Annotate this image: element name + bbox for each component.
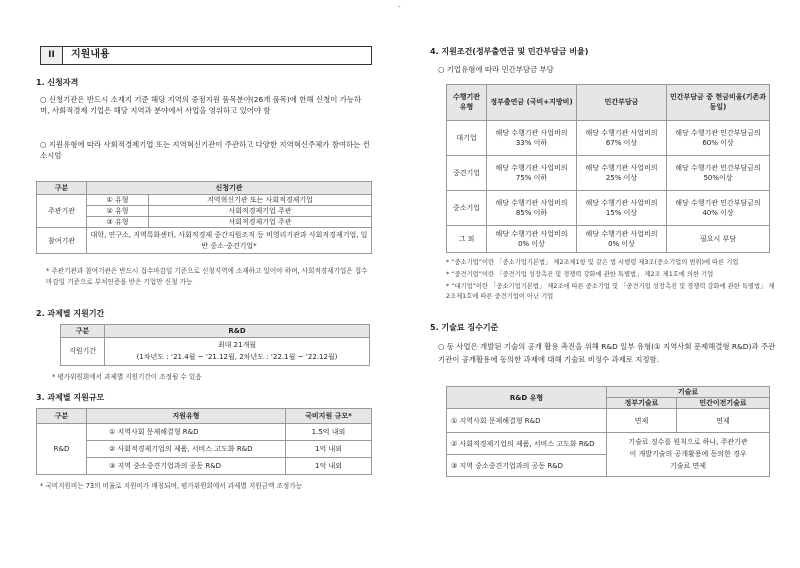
col-header: 구분 bbox=[37, 182, 87, 195]
row-label-participant: 참여기관 bbox=[37, 228, 87, 254]
gov-ratio: 해당 수행기관 사업비의 0% 이상 bbox=[487, 226, 577, 253]
conditions-note-1: * “중소기업”이란 「중소기업기본법」 제2조제1항 및 같은 법 시행령 제3조(중소기업의 범위)에 따른 기업 bbox=[446, 259, 739, 266]
col-header: 기술료 bbox=[607, 387, 770, 398]
eligibility-table bbox=[36, 181, 372, 254]
scale-value: 1억 내외 bbox=[286, 441, 372, 458]
eligibility-paragraph-1: ○ 신청기관은 반드시 소재지 기준 해당 지역의 중점지원 품목분야(26개 품목)에 한해 신청이 가능하며, 사회적경제 기업은 해당 지역과 분야에서 사업을 영위하고 있어야 함 bbox=[40, 95, 362, 116]
col-header: 신청기관 bbox=[87, 182, 372, 195]
period-max: 최대 21개월 bbox=[217, 341, 257, 350]
period-detail: (1차년도 : ‘21.4월 ~ ’21.12월, 2차년도 : ‘22.1월 ~ ’22.12월) bbox=[136, 352, 338, 361]
org-type: 중견기업 bbox=[447, 156, 487, 191]
cash-ratio: 해당 수행기관 민간부담금의 40% 이상 bbox=[667, 191, 770, 226]
section-header bbox=[40, 46, 372, 65]
conditions-subtitle: ○ 기업유형에 따라 민간부담금 부담 bbox=[438, 65, 554, 74]
eligibility-paragraph-2: ○ 지원유형에 따라 사회적경제기업 또는 지역혁신기관이 주관하고 다양한 지역혁신주체가 참여하는 컨소시엄 bbox=[40, 140, 370, 161]
section-title: 지원내용 bbox=[71, 49, 110, 61]
private-ratio: 해당 수행기관 사업비의 25% 이상 bbox=[577, 156, 667, 191]
type-cell: ③ 유형 bbox=[87, 217, 149, 228]
org-type: 중소기업 bbox=[447, 191, 487, 226]
col-header: 구분 bbox=[61, 325, 105, 338]
heading-royalty: 5. 기술료 징수기준 bbox=[430, 323, 499, 332]
royalty-type: ② 사회적경제기업의 제품, 서비스 고도화 R&D bbox=[447, 433, 607, 455]
left-column bbox=[30, 0, 375, 568]
col-header: 정부출연금 (국비+지방비) bbox=[487, 85, 577, 121]
heading-conditions: 4. 지원조건(정부출연금 및 민간부담금 비율) bbox=[430, 47, 589, 56]
col-header: 지원유형 bbox=[87, 409, 286, 424]
gov-ratio: 해당 수행기관 사업비의 75% 이하 bbox=[487, 156, 577, 191]
gov-ratio: 해당 수행기관 사업비의 85% 이하 bbox=[487, 191, 577, 226]
scale-value: 1.5억 내외 bbox=[286, 424, 372, 441]
right-column bbox=[426, 0, 778, 568]
royalty-type: ① 지역사회 문제해결형 R&D bbox=[447, 409, 607, 433]
org-type: 그 외 bbox=[447, 226, 487, 253]
eligibility-note: * 주관기관과 참여기관은 반드시 접수마감일 기준으로 신청지역에 소재하고 있어야 하며, 사회적경제기업은 접수마감일 기준으로 부처인증을 받은 기업만 신청 가능 bbox=[46, 267, 368, 286]
type-cell: ② 유형 bbox=[87, 206, 149, 217]
gov-ratio: 해당 수행기관 사업비의 33% 이하 bbox=[487, 121, 577, 156]
row-label-host: 주관기관 bbox=[37, 195, 87, 228]
private-ratio: 해당 수행기관 사업비의 0% 이상 bbox=[577, 226, 667, 253]
private-ratio: 해당 수행기관 사업비의 15% 이상 bbox=[577, 191, 667, 226]
heading-period: 2. 과제별 지원기간 bbox=[36, 309, 105, 318]
royalty-merged-cell: 기술료 징수를 원칙으로 하나, 주관기관이 개발기술의 공개활용에 동의한 경우 기술료 면제 bbox=[607, 433, 770, 477]
heading-scale: 3. 과제별 지원규모 bbox=[36, 393, 105, 402]
private-ratio: 해당 수행기관 사업비의 67% 이상 bbox=[577, 121, 667, 156]
participant-cell: 대학, 연구소, 지역특화센터, 사회적경제 중간지원조직 등 비영리기관과 사회적경제기업, 일반 중소·중견기업* bbox=[87, 228, 372, 254]
col-header: 국비지원 규모* bbox=[286, 409, 372, 424]
col-header: 민간부담금 중 현금비율(기존과 동일) bbox=[667, 85, 770, 121]
heading-eligibility: 1. 신청자격 bbox=[36, 78, 79, 87]
scale-type: ③ 지역 중소중견기업과의 공동 R&D bbox=[87, 458, 286, 475]
conditions-note-3: * “대기업”이란 「중소기업기본법」 제2조에 따른 중소기업 및 「중견기업 성장촉진 및 경쟁력 강화에 관한 특별법」 제2조제1호에 따른 중견기업이 아닌 기업 bbox=[446, 283, 775, 301]
conditions-table bbox=[446, 84, 770, 253]
private-royalty: 면제 bbox=[677, 409, 770, 433]
cash-ratio: 필요시 부담 bbox=[667, 226, 770, 253]
scale-type: ② 사회적경제기업의 제품, 서비스 고도화 R&D bbox=[87, 441, 286, 458]
gov-royalty: 면제 bbox=[607, 409, 677, 433]
col-header: R&D 유형 bbox=[447, 387, 607, 409]
royalty-table bbox=[446, 386, 770, 477]
page-mark: - bbox=[398, 3, 401, 11]
conditions-note-2: * “중견기업”이란 「중견기업 성장촉진 및 경쟁력 강화에 관한 특별법」 제2조 제1호에 의한 기업 bbox=[446, 271, 714, 278]
royalty-paragraph: ○ 동 사업은 개발된 기술의 공개 활용 촉진을 위해 R&D 일부 유형(① 지역사회 문제해결형 R&D)과 주관기관이 공개활용에 동의한 과제에 대해 기술료 비징수 과제로 지정함. bbox=[438, 342, 776, 364]
type-cell: ① 유형 bbox=[87, 195, 149, 206]
cash-ratio: 해당 수행기관 민간부담금의 60% 이상 bbox=[667, 121, 770, 156]
scale-label: R&D bbox=[37, 424, 87, 475]
org-cell: 사회적경제기업 주관 bbox=[149, 217, 372, 228]
royalty-type: ③ 지역 중소중견기업과의 공동 R&D bbox=[447, 455, 607, 477]
col-header: R&D bbox=[105, 325, 370, 338]
col-subheader: 정부기술료 bbox=[607, 398, 677, 409]
col-header: 민간부담금 bbox=[577, 85, 667, 121]
cash-ratio: 해당 수행기관 민간부담금의 50%이상 bbox=[667, 156, 770, 191]
col-header: 수행기관 유형 bbox=[447, 85, 487, 121]
scale-type: ① 지역사회 문제해결형 R&D bbox=[87, 424, 286, 441]
org-cell: 사회적경제기업 주관 bbox=[149, 206, 372, 217]
col-header: 구분 bbox=[37, 409, 87, 424]
scale-value: 1억 내외 bbox=[286, 458, 372, 475]
period-note: * 평가위원회에서 과제별 지원기간이 조정될 수 있음 bbox=[52, 373, 202, 381]
period-table bbox=[60, 324, 370, 366]
org-cell: 지역혁신기관 또는 사회적경제기업 bbox=[149, 195, 372, 206]
org-type: 대기업 bbox=[447, 121, 487, 156]
section-number: II bbox=[41, 47, 63, 64]
col-subheader: 민간이전기술료 bbox=[677, 398, 770, 409]
period-label: 지원기간 bbox=[61, 338, 105, 366]
scale-note: * 국비지원비는 73의 비율로 지원비가 매칭되며, 평가위원회에서 과제별 지원금액 조정가능 bbox=[40, 482, 302, 490]
scale-table bbox=[36, 408, 372, 475]
